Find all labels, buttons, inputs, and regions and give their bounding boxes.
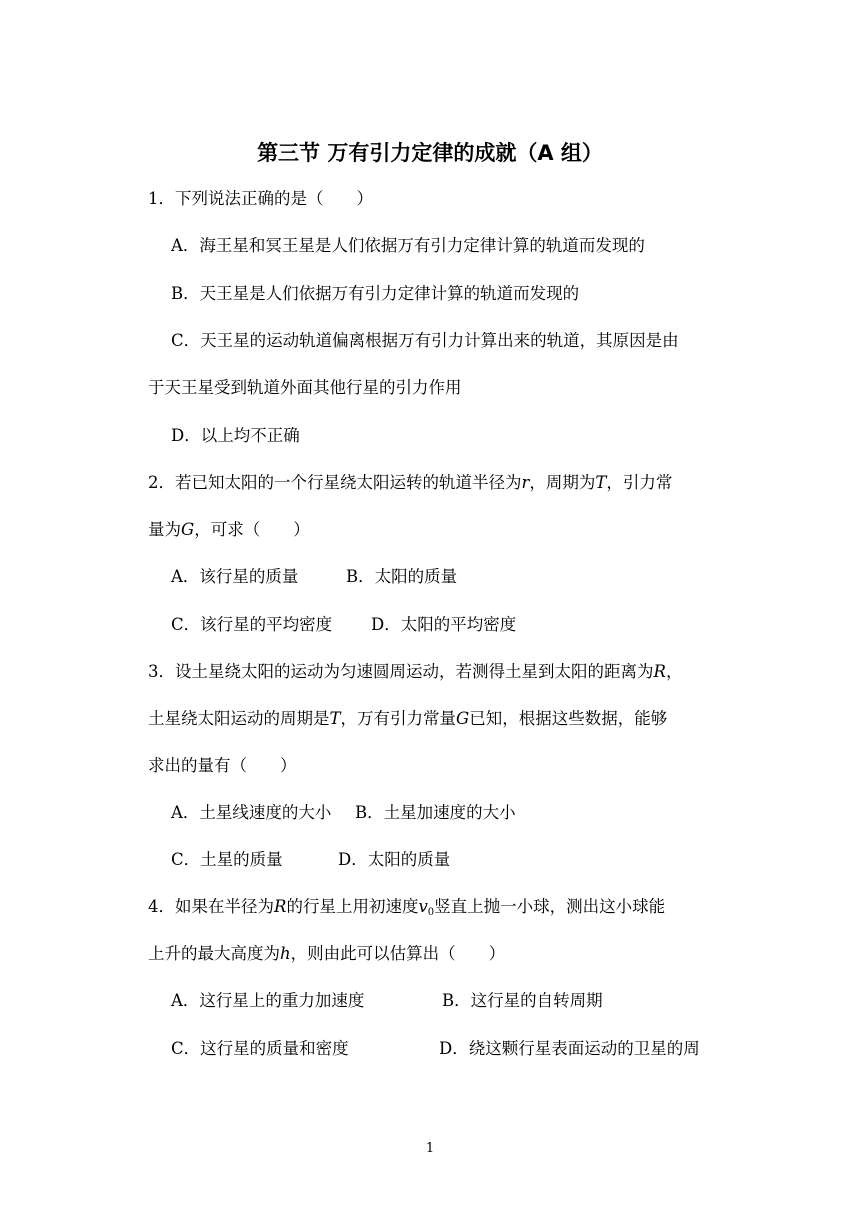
q3-text-a: 3．设土星绕太阳的运动为匀速圆周运动，若测得土星到太阳的距离为 bbox=[148, 662, 654, 681]
q4-stem-line1 bbox=[148, 896, 665, 924]
q2-option-d: D．太阳的平均密度 bbox=[371, 615, 517, 634]
q3-stem-line1 bbox=[148, 661, 682, 683]
q3-text-b: ， bbox=[665, 662, 683, 681]
q2-text-e: ，可求（ ） bbox=[194, 520, 310, 539]
q3-text-e: 已知，根据这些数据，能够 bbox=[469, 709, 668, 728]
q4-text-a: 4．如果在半径为 bbox=[148, 897, 274, 916]
q4-option-c: C．这行星的质量和密度 bbox=[171, 1039, 349, 1058]
q3-stem-line2 bbox=[148, 708, 667, 730]
q1-option-d: D．以上均不正确 bbox=[171, 426, 300, 445]
q2-var-G: G bbox=[181, 520, 195, 539]
q2-text-d: 量为 bbox=[148, 520, 181, 539]
q4-text-d: 上升的最大高度为 bbox=[148, 944, 280, 963]
q1-option-b: B．天王星是人们依据万有引力定律计算的轨道而发现的 bbox=[171, 284, 580, 303]
q4-text-b: 的行星上用初速度 bbox=[286, 897, 419, 916]
q3-var-R: R bbox=[653, 662, 666, 681]
q4-text-c: 竖直上抛一小球，测出这小球能 bbox=[434, 897, 666, 916]
q3-option-c: C．土星的质量 bbox=[171, 850, 283, 869]
q4-var-v-subscript: 0 bbox=[427, 907, 435, 918]
q4-var-R: R bbox=[274, 897, 287, 916]
q3-option-b: B．土星加速度的大小 bbox=[355, 803, 516, 822]
q2-option-b: B．太阳的质量 bbox=[346, 567, 458, 586]
q3-option-a: A．土星线速度的大小 bbox=[171, 803, 332, 822]
q2-stem-line1 bbox=[148, 472, 672, 494]
q3-stem-line3: 求出的量有（ ） bbox=[148, 756, 297, 775]
q2-text-b: ，周期为 bbox=[529, 473, 596, 492]
q1-stem: 1．下列说法正确的是（ ） bbox=[148, 189, 373, 208]
q3-option-d: D．太阳的质量 bbox=[338, 850, 451, 869]
q2-option-a: A．该行星的质量 bbox=[171, 567, 299, 586]
q1-option-c-line1: C．天王星的运动轨道偏离根据万有引力计算出来的轨道，其原因是由 bbox=[171, 331, 679, 350]
q4-option-b: B．这行星的自转周期 bbox=[442, 991, 603, 1010]
q1-option-c-line2: 于天王星受到轨道外面其他行星的引力作用 bbox=[148, 378, 462, 397]
q4-stem-line2 bbox=[148, 943, 505, 965]
q2-var-r: r bbox=[521, 473, 530, 492]
q2-stem-line2 bbox=[148, 519, 310, 541]
q4-option-a: A．这行星上的重力加速度 bbox=[171, 991, 365, 1010]
q3-text-d: ，万有引力常量 bbox=[340, 709, 457, 728]
q4-var-h: h bbox=[280, 944, 291, 963]
q2-var-T: T bbox=[595, 473, 607, 492]
q3-var-G: G bbox=[456, 709, 470, 728]
q4-option-d: D．绕这颗行星表面运动的卫星的周 bbox=[439, 1039, 700, 1058]
q1-option-a: A．海王星和冥王星是人们依据万有引力定律计算的轨道而发现的 bbox=[171, 236, 645, 255]
page-number: 1 bbox=[425, 1141, 435, 1156]
q3-var-T: T bbox=[329, 709, 341, 728]
q2-text-a: 2．若已知太阳的一个行星绕太阳运转的轨道半径为 bbox=[148, 473, 522, 492]
q4-text-e: ，则由此可以估算出（ ） bbox=[290, 944, 506, 963]
q3-text-c: 土星绕太阳运动的周期是 bbox=[148, 709, 330, 728]
q2-option-c: C．该行星的平均密度 bbox=[171, 615, 333, 634]
page-title: 第三节 万有引力定律的成就（A 组） bbox=[257, 141, 603, 165]
q2-text-c: ，引力常 bbox=[606, 473, 673, 492]
q4-var-v: v bbox=[418, 897, 428, 916]
